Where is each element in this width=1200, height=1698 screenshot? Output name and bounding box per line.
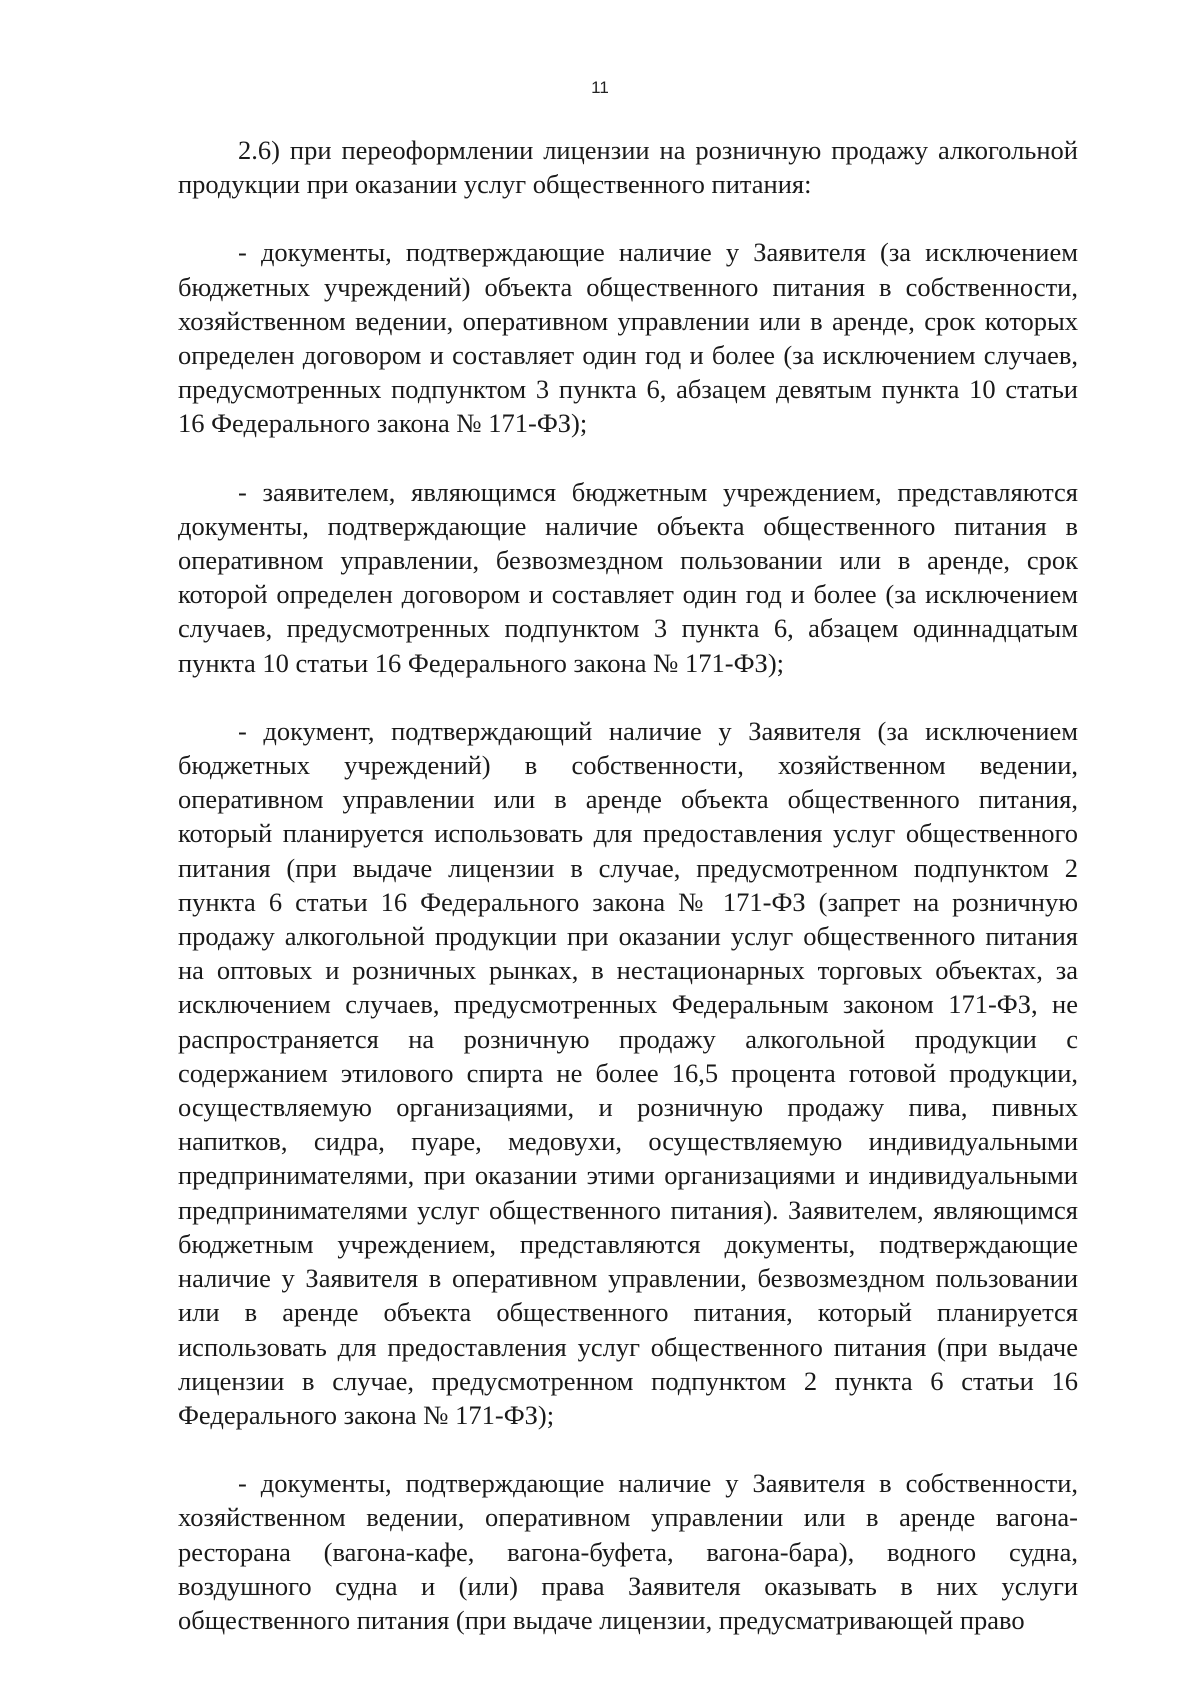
page-number: 11 — [591, 78, 609, 97]
paragraph-document-catering-object: - документ, подтверждающий наличие у Заявителя (за исключением бюджетных учреждений) в собственности, хозяйственном ведении, оперативном управлении или в аренде объекта общественного питания, который планируется использовать для предоставления услуг общественного питания (при выдаче лицензии в случае, предусмотренном подпунктом 2 пункта 6 статьи 16 Федерального закона № 171-ФЗ (запрет на розничную продажу алкогольной продукции при оказании услуг общественного питания на оптовых и розничных рынках, в нестационарных торговых объектах, за исключением случаев, предусмотренных Федеральным законом 171-ФЗ, не распространяется на розничную продажу алкогольной продукции с содержанием этилового спирта не более 16,5 процента готовой продукции, осуществляемую организациями, и розничную продажу пива, пивных напитков, сидра, пуаре, медовухи, осуществляемую индивидуальными предпринимателями, при оказании этими организациями и индивидуальными предпринимателями услуг общественного питания). Заявителем, являющимся бюджетным учреждением, представляются документы, подтверждающие наличие у Заявителя в оперативном управлении, безвозмездном пользовании или в аренде объекта общественного питания, который планируется использовать для предоставления услуг общественного питания (при выдаче лицензии в случае, предусмотренном подпунктом 2 пункта 6 статьи 16 Федерального закона № 171-ФЗ); — [178, 715, 1078, 1430]
paragraph-documents-wagon-restaurant: - документы, подтверждающие наличие у Заявителя в собственности, хозяйственном ведении, оперативном управлении или в аренде вагона-ресторана (вагона-кафе, вагона-буфета, вагона-бара), водного судна, воздушного судна и (или) права Заявителя оказывать в них услуги общественного питания (при выдаче лицензии, предусматривающей право — [178, 1468, 1078, 1635]
paragraph-documents-ownership: - документы, подтверждающие наличие у Заявителя (за исключением бюджетных учреждений) объекта общественного питания в собственности, хозяйственном ведении, оперативном управлении или в аренде, срок которых определен договором и составляет один год и более (за исключением случаев, предусмотренных подпунктом 3 пункта 6, абзацем девятым пункта 10 статьи 16 Федерального закона № 171-ФЗ); — [178, 237, 1078, 439]
paragraph-2-6-heading: 2.6) при переоформлении лицензии на розничную продажу алкогольной продукции при оказании услуг общественного питания: — [178, 135, 1078, 200]
paragraph-budget-institution: - заявителем, являющимся бюджетным учреждением, представляются документы, подтверждающие наличие объекта общественного питания в оперативном управлении, безвозмездном пользовании или в аренде, срок которой определен договором и составляет один год и более (за исключением случаев, предусмотренных подпунктом 3 пункта 6, абзацем одиннадцатым пункта 10 статьи 16 Федерального закона № 171-ФЗ); — [178, 476, 1078, 678]
document-body — [178, 133, 1078, 1671]
